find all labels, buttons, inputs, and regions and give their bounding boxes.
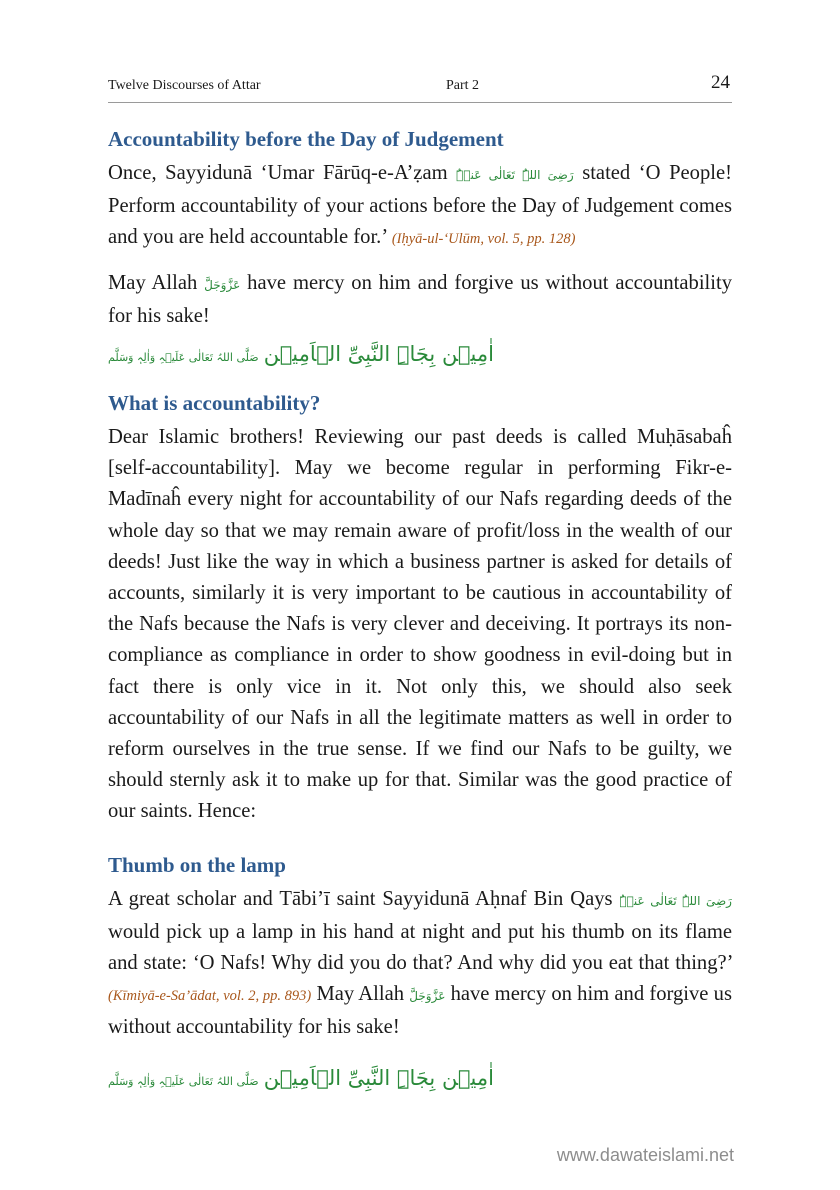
book-title: Twelve Discourses of Attar bbox=[108, 78, 261, 93]
paragraph-text: May Allah bbox=[108, 271, 198, 294]
honorific-radiallahu: رَضِیَ اللہُ تَعَالٰی عَنۡہُ bbox=[456, 168, 574, 182]
section-heading-what-is-accountability: What is accountability? bbox=[108, 391, 321, 416]
reference-citation: (Iḥyā-ul-‘Ulūm, vol. 5, pp. 128) bbox=[391, 231, 576, 248]
paragraph-muhasabah bbox=[108, 422, 732, 828]
dua-line bbox=[108, 342, 732, 366]
dua-salawat: صَلَّی اللہُ تَعَالٰی عَلَیۡہِ وَاٰلِہٖ وَسَلَّم bbox=[108, 1074, 259, 1088]
honorific-azzawajal: عَزَّوَجَلَّ bbox=[409, 989, 446, 1004]
honorific-azzawajal: عَزَّوَجَلَّ bbox=[204, 277, 241, 292]
paragraph-text: May Allah bbox=[316, 983, 405, 1006]
paragraph-text: A great scholar and Tābi’ī saint Sayyidunā Aḥnaf Bin Qays bbox=[108, 887, 613, 910]
page-header bbox=[108, 72, 732, 103]
paragraph-text: have mercy on him and forgive us without accountability for his sake! bbox=[108, 983, 732, 1039]
section-heading-thumb-on-lamp: Thumb on the lamp bbox=[108, 852, 286, 877]
dua-salawat: صَلَّی اللہُ تَعَالٰی عَلَیۡہِ وَاٰلِہٖ وَسَلَّم bbox=[108, 351, 259, 365]
dua-line bbox=[108, 1066, 732, 1090]
dua-ameen: اٰمِیۡن بِجَاہِ النَّبِیِّ الۡاَمِیۡن bbox=[263, 1065, 494, 1090]
paragraph-text: have mercy on him and forgive us without accountability for his sake! bbox=[108, 271, 733, 327]
dua-ameen: اٰمِیۡن بِجَاہِ النَّبِیِّ الۡاَمِیۡن bbox=[263, 342, 494, 367]
part-label: Part 2 bbox=[446, 78, 480, 93]
reference-citation: (Kīmiyā-e-Sa’ādat, vol. 2, pp. 893) bbox=[108, 988, 312, 1005]
website-footer: www.dawateislami.net bbox=[556, 1145, 734, 1165]
page-content bbox=[108, 118, 732, 1090]
paragraph-text: Once, Sayyidunā ‘Umar Fārūq-e-A’ẓam bbox=[108, 162, 448, 184]
paragraph-may-allah bbox=[108, 268, 732, 332]
section-heading-accountability-before-judgement: Accountability before the Day of Judgement bbox=[108, 127, 504, 151]
paragraph-umar-quote bbox=[108, 158, 732, 256]
page-number: 24 bbox=[711, 72, 730, 93]
honorific-radiallahu: رَضِیَ اللہُ تَعَالٰی عَنۡہُ bbox=[619, 893, 732, 908]
paragraph-ahnaf-bin-qays bbox=[108, 884, 732, 1044]
paragraph-text: Dear Islamic brothers! Reviewing our past deeds is called Muḥāsabaĥ [self-accountability]. May we become regular in performing Fikr-e-Madīnaĥ every night for accountability of our Nafs regarding deeds of the whole day so that we may remain aware of profit/loss in the wealth of our deeds! Just like the way in which a business partner is asked for details of accounts, similarly it is very important to be cautious in accountability of the Nafs because the Nafs is very clever and deceiving. It portrays its non-compliance as compliance in order to show goodness in evil-doing but in fact there is only vice in it. Not only this, we should also seek accountability of our Nafs in all the legitimate matters as well in order to reform ourselves in the true sense. If we find our Nafs to be guilty, we should sternly ask it to make up for that. Similar was the good practice of our saints. Hence: bbox=[108, 426, 732, 823]
paragraph-text: stated ‘O People! Perform accountability of your actions before the Day of Judgement comes and you are held accountable for.’ bbox=[108, 162, 732, 249]
paragraph-text: would pick up a lamp in his hand at night and put his thumb on its flame and state: ‘O Nafs! Why did you do that? And why did you eat that thing?’ bbox=[108, 920, 732, 975]
